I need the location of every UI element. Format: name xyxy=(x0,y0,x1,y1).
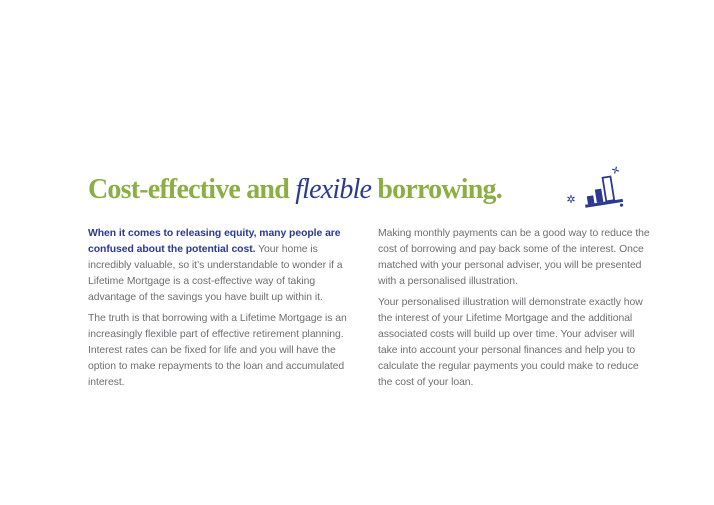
paragraph-intro-rest: Your home is incredibly valuable, so it’s understandable to wonder if a Lifetime Mortgage is a cost-effective way of taking advantage of the savings you have built up within it. xyxy=(88,244,343,303)
page-title-italic-word: flexible xyxy=(295,173,372,205)
asterisk-icon xyxy=(568,196,574,203)
paragraph-intro xyxy=(88,226,360,306)
bar-chart-sparkle-icon xyxy=(560,166,636,212)
sparkle-icon xyxy=(612,166,619,173)
paragraph-monthly-payments: Making monthly payments can be a good way to reduce the cost of borrowing and pay back some of the interest. Once matched with your personal adviser, you will be presented with a personalised illustration. xyxy=(378,228,650,287)
paragraph-illustration: Your personalised illustration will demonstrate exactly how the interest of your Lifetime Mortgage and the additional associated costs will build up over time. Your adviser will take into account your personal finances and help you to calculate the regular payments you could make to reduce the cost of your loan. xyxy=(378,297,643,388)
page-title-part3: borrowing. xyxy=(371,173,502,205)
paragraph-truth: The truth is that borrowing with a Lifetime Mortgage is an increasingly flexible part of effective retirement planning. Interest rates can be fixed for life and you will have the option to make repayments to the loan and accumulated interest. xyxy=(88,313,347,388)
bar-chart-icon xyxy=(580,166,625,212)
body-columns xyxy=(88,226,650,396)
page-title-part1: Cost-effective and xyxy=(88,173,296,205)
paragraph-intro-bold: When it comes to releasing equity, many people are confused about the potential cost. xyxy=(88,228,341,255)
left-column xyxy=(88,226,360,396)
right-column xyxy=(378,226,650,396)
